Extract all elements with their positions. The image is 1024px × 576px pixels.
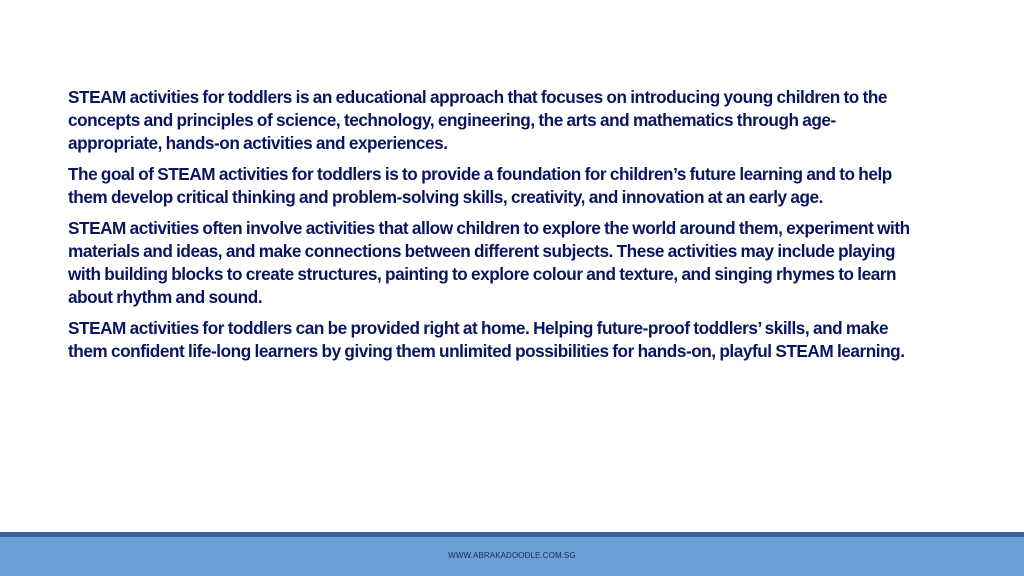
slide-body (68, 86, 928, 371)
paragraph-intro: STEAM activities for toddlers is an educational approach that focuses on introducing young children to the concepts and principles of science, technology, engineering, the arts and mathematics through age-appropriate, hands-on activities and experiences. (68, 87, 888, 153)
paragraph-goal: The goal of STEAM activities for toddlers is to provide a foundation for children’s future learning and to help them develop critical thinking and problem-solving skills, creativity, and innovation at an early age. (68, 164, 892, 207)
paragraph-examples: STEAM activities often involve activities that allow children to explore the world around them, experiment with materials and ideas, and make connections between different subjects. These activities may include playing with building blocks to create structures, painting to explore colour and texture, and singing rhymes to learn about rhythm and sound. (68, 218, 910, 307)
paragraph-home: STEAM activities for toddlers can be provided right at home. Helping future-proof toddlers’ skills, and make them confident life-long learners by giving them unlimited possibilities for hands-on, playful STEAM learning. (68, 318, 905, 361)
footer-website-url: WWW.ABRAKADOODLE.COM.SG (448, 551, 576, 560)
footer-band (0, 537, 1024, 576)
